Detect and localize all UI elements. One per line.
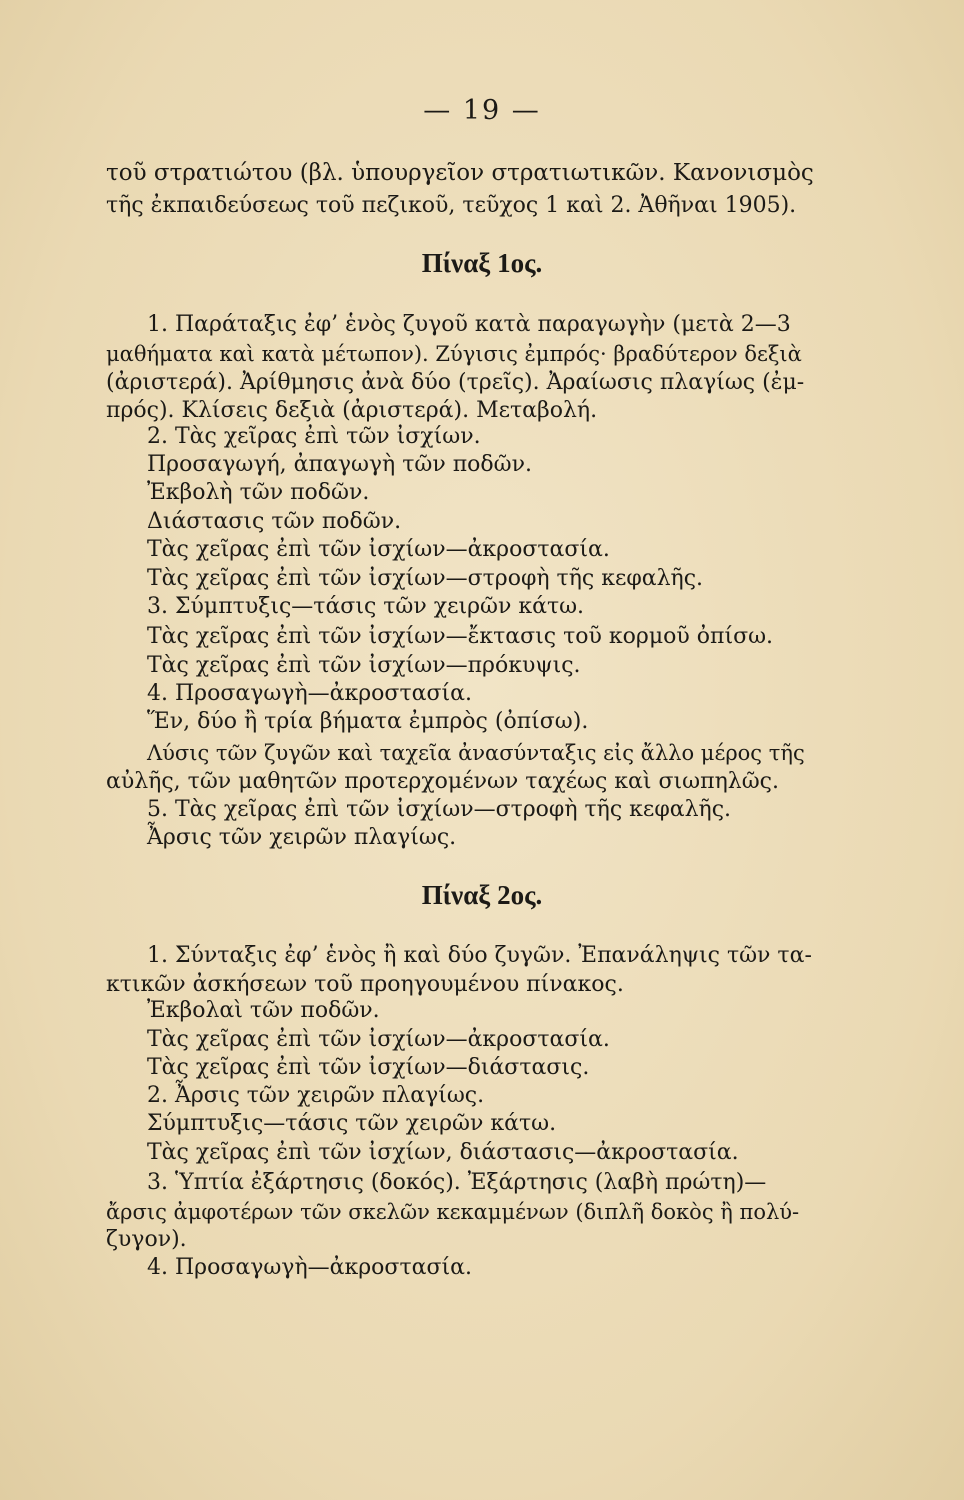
- table-1-line: Τὰς χεῖρας ἐπὶ τῶν ἰσχίων—ἀκροστασία.: [147, 537, 610, 562]
- table-2-line: Σύμπτυξις—τάσις τῶν χειρῶν κάτω.: [147, 1111, 557, 1136]
- table-1-line: Τὰς χεῖρας ἐπὶ τῶν ἰσχίων—στροφὴ τῆς κεφαλῆς.: [147, 566, 704, 591]
- table-2-line: Τὰς χεῖρας ἐπὶ τῶν ἰσχίων—ἀκροστασία.: [147, 1027, 610, 1052]
- table-1-line: αὐλῆς, τῶν μαθητῶν προτερχομένων ταχέως καὶ σιωπηλῶς.: [106, 769, 779, 794]
- table-1-line: πρός). Κλίσεις δεξιὰ (ἀριστερά). Μεταβολή.: [106, 398, 598, 423]
- table-2-line: Τὰς χεῖρας ἐπὶ τῶν ἰσχίων, διάστασις—ἀκροστασία.: [147, 1140, 739, 1165]
- intro-line: τοῦ στρατιώτου (βλ. ὑπουργεῖον στρατιωτικῶν. Κανονισμὸς: [106, 160, 814, 186]
- table-2-line: ἄρσις ἀμφοτέρων τῶν σκελῶν κεκαμμένων (διπλῆ δοκὸς ἢ πολύ-: [106, 1200, 800, 1224]
- table-2-line: Ἐκβολαὶ τῶν ποδῶν.: [147, 998, 380, 1023]
- table-1-line: 1. Παράταξις ἐφ’ ἑνὸς ζυγοῦ κατὰ παραγωγὴν (μετὰ 2—3: [147, 312, 791, 337]
- page-number: — 19 —: [423, 95, 541, 126]
- table-1-line: Ἆρσις τῶν χειρῶν πλαγίως.: [147, 825, 457, 850]
- table-1-line: μαθήματα καὶ κατὰ μέτωπον). Ζύγισις ἐμπρός· βραδύτερον δεξιὰ: [106, 342, 802, 366]
- table-2-line: 1. Σύνταξις ἐφ’ ἑνὸς ἢ καὶ δύο ζυγῶν. Ἐπανάληψις τῶν τα-: [147, 943, 812, 968]
- table-1-line: 5. Τὰς χεῖρας ἐπὶ τῶν ἰσχίων—στροφὴ τῆς κεφαλῆς.: [147, 797, 732, 822]
- table-1-line: 2. Τὰς χεῖρας ἐπὶ τῶν ἰσχίων.: [147, 424, 481, 449]
- table-1-line: Ἕν, δύο ἢ τρία βήματα ἐμπρὸς (ὀπίσω).: [147, 709, 589, 734]
- table-1-line: (ἀριστερά). Ἀρίθμησις ἀνὰ δύο (τρεῖς). Ἀραίωσις πλαγίως (ἐμ-: [106, 370, 805, 395]
- table-1-line: Ἐκβολὴ τῶν ποδῶν.: [147, 480, 370, 505]
- table-1-line: Διάστασις τῶν ποδῶν.: [147, 509, 402, 534]
- table-1-line: 4. Προσαγωγὴ—ἀκροστασία.: [147, 681, 472, 706]
- table-1-line: Προσαγωγή, ἀπαγωγὴ τῶν ποδῶν.: [147, 452, 532, 477]
- table-2-line: Τὰς χεῖρας ἐπὶ τῶν ἰσχίων—διάστασις.: [147, 1055, 590, 1080]
- intro-line: τῆς ἐκπαιδεύσεως τοῦ πεζικοῦ, τεῦχος 1 καὶ 2. Ἀθῆναι 1905).: [106, 193, 797, 218]
- table-1-line: Τὰς χεῖρας ἐπὶ τῶν ἰσχίων—ἔκτασις τοῦ κορμοῦ ὀπίσω.: [147, 624, 774, 649]
- table-1-line: 3. Σύμπτυξις—τάσις τῶν χειρῶν κάτω.: [147, 594, 585, 619]
- table-1-line: Λύσις τῶν ζυγῶν καὶ ταχεῖα ἀνασύνταξις εἰς ἄλλο μέρος τῆς: [147, 741, 805, 765]
- table-2-line: κτικῶν ἀσκήσεων τοῦ προηγουμένου πίνακος.: [106, 972, 624, 997]
- table-2-heading: Πίναξ 2ος.: [421, 880, 543, 910]
- table-2-line: 4. Προσαγωγὴ—ἀκροστασία.: [147, 1255, 472, 1280]
- table-1-heading: Πίναξ 1ος.: [421, 248, 543, 278]
- table-2-line: ζυγον).: [106, 1227, 187, 1252]
- table-2-line: 3. Ὑπτία ἐξάρτησις (δοκός). Ἐξάρτησις (λαβὴ πρώτη)—: [147, 1170, 767, 1195]
- table-2-line: 2. Ἆρσις τῶν χειρῶν πλαγίως.: [147, 1083, 485, 1108]
- table-1-line: Τὰς χεῖρας ἐπὶ τῶν ἰσχίων—πρόκυψις.: [147, 653, 581, 678]
